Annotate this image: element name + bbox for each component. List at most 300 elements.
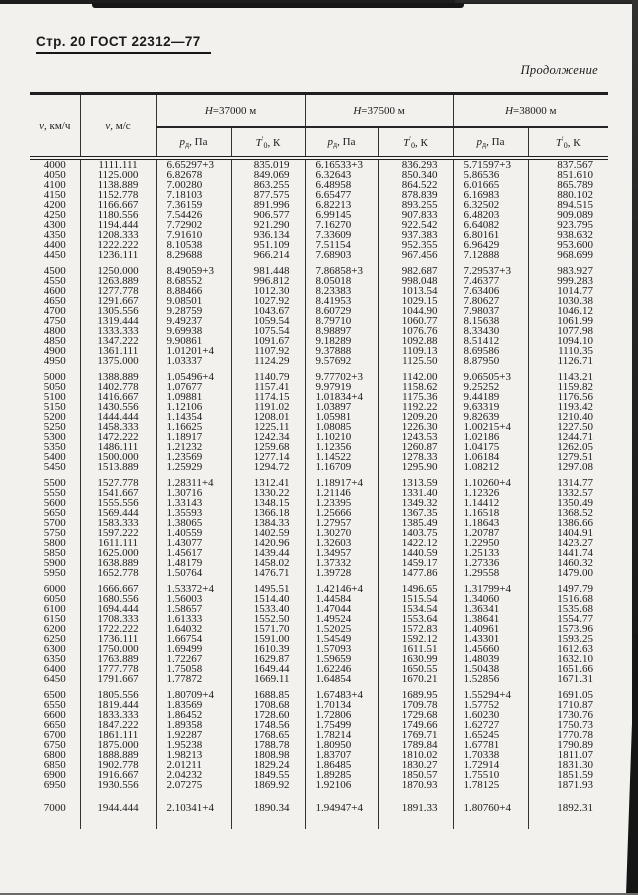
table-cell: 1.70338 <box>453 750 528 760</box>
table-cell: 1.39728 <box>305 568 378 578</box>
table-cell: 1.33143 <box>156 498 231 508</box>
table-cell: 1515.54 <box>378 594 453 604</box>
table-cell: 1477.86 <box>378 568 453 578</box>
table-cell: 1.92287 <box>156 730 231 740</box>
table-cell: 967.456 <box>378 250 453 260</box>
table-cell: 1.67781 <box>453 740 528 750</box>
table-cell: 5100 <box>30 392 80 402</box>
table-cell: 1.55294+4 <box>453 690 528 700</box>
table-cell: 1030.38 <box>528 296 608 306</box>
table-cell: 1750.000 <box>80 644 156 654</box>
table-cell: 1553.64 <box>378 614 453 624</box>
scan-edge-top-right <box>455 0 638 3</box>
table-cell: 1.14354 <box>156 412 231 422</box>
table-cell: 996.812 <box>231 276 305 286</box>
table-cell: 1176.56 <box>528 392 608 402</box>
table-cell: 1.37332 <box>305 558 378 568</box>
table-cell: 1777.778 <box>80 664 156 674</box>
table-cell: 1194.444 <box>80 220 156 230</box>
table-cell: 1.01201+4 <box>156 346 231 356</box>
table-cell: 1534.54 <box>378 604 453 614</box>
table-cell: 1916.667 <box>80 770 156 780</box>
table-cell: 4250 <box>30 210 80 220</box>
table-cell: 1849.55 <box>231 770 305 780</box>
table-cell: 1629.87 <box>231 654 305 664</box>
table-cell: 6450 <box>30 674 80 684</box>
table-cell: 1.09881 <box>156 392 231 402</box>
col-header-speed-ms <box>80 94 156 159</box>
table-cell: 1554.77 <box>528 614 608 624</box>
table-cell: 8.87950 <box>453 356 528 366</box>
table-cell: 1440.59 <box>378 548 453 558</box>
table-cell: 1638.889 <box>80 558 156 568</box>
data-table <box>30 92 608 829</box>
table-cell: 7.63406 <box>453 286 528 296</box>
table-cell: 1888.889 <box>80 750 156 760</box>
table-cell: 7.98037 <box>453 306 528 316</box>
table-cell: 1175.36 <box>378 392 453 402</box>
table-cell: 1649.44 <box>231 664 305 674</box>
table-cell: 1044.90 <box>378 306 453 316</box>
table-cell: 1.25133 <box>453 548 528 558</box>
table-cell: 1441.74 <box>528 548 608 558</box>
table-cell: 1.30270 <box>305 528 378 538</box>
table-cell: 1059.54 <box>231 316 305 326</box>
table-cell: 1043.67 <box>231 306 305 316</box>
table-cell: 894.515 <box>528 200 608 210</box>
table-cell: 1014.77 <box>528 286 608 296</box>
pressure-unit: , Па <box>486 135 505 148</box>
altitude-value: =37000 м <box>212 104 257 117</box>
table-cell: 4800 <box>30 326 80 336</box>
table-cell: 6150 <box>30 614 80 624</box>
col-header-temperature-37500 <box>378 127 453 158</box>
table-cell: 907.833 <box>378 210 453 220</box>
table-cell: 1729.68 <box>378 710 453 720</box>
table-cell: 1430.556 <box>80 402 156 412</box>
table-cell: 1.50764 <box>156 568 231 578</box>
table-cell: 864.522 <box>378 180 453 190</box>
col-header-pressure-37000 <box>156 127 231 158</box>
table-cell: 1.52025 <box>305 624 378 634</box>
table-cell: 8.41953 <box>305 296 378 306</box>
table-cell: 1891.33 <box>378 803 453 813</box>
table-cell: 1.80950 <box>305 740 378 750</box>
table-cell: 1.12326 <box>453 488 528 498</box>
table-cell: 1.10210 <box>305 432 378 442</box>
speed-symbol: v <box>39 119 44 132</box>
table-cell: 1158.62 <box>378 382 453 392</box>
table-cell: 1.23569 <box>156 452 231 462</box>
table-cell: 1.25929 <box>156 462 231 472</box>
table-cell: 6.82678 <box>156 170 231 180</box>
table-header <box>30 94 608 159</box>
table-cell: 1861.111 <box>80 730 156 740</box>
table-cell: 1348.15 <box>231 498 305 508</box>
table-cell: 1.52856 <box>453 674 528 684</box>
table-cell: 1.48039 <box>453 654 528 664</box>
table-cell: 1709.78 <box>378 700 453 710</box>
table-cell: 921.290 <box>231 220 305 230</box>
table-cell: 4650 <box>30 296 80 306</box>
temperature-subscript: 0 <box>563 140 568 150</box>
table-cell: 1174.15 <box>231 392 305 402</box>
table-cell: 1805.556 <box>80 690 156 700</box>
table-cell: 1.94947+4 <box>305 803 378 813</box>
table-cell: 1572.83 <box>378 624 453 634</box>
table-cell: 1.25666 <box>305 508 378 518</box>
table-row <box>30 356 608 366</box>
table-cell: 7.68903 <box>305 250 378 260</box>
table-cell: 1.53372+4 <box>156 584 231 594</box>
table-cell: 1294.72 <box>231 462 305 472</box>
table-cell: 1403.75 <box>378 528 453 538</box>
table-cell: 1.61333 <box>156 614 231 624</box>
table-cell: 1847.222 <box>80 720 156 730</box>
table-cell: 1.16625 <box>156 422 231 432</box>
table-cell: 1046.12 <box>528 306 608 316</box>
table-cell: 1.67483+4 <box>305 690 378 700</box>
table-cell: 1375.000 <box>80 356 156 366</box>
table-cell: 1513.889 <box>80 462 156 472</box>
table-cell: 4450 <box>30 250 80 260</box>
table-cell: 6.65477 <box>305 190 378 200</box>
table-cell: 6350 <box>30 654 80 664</box>
table-cell: 1012.30 <box>231 286 305 296</box>
table-cell: 1552.50 <box>231 614 305 624</box>
table-cell: 4950 <box>30 356 80 366</box>
table-cell: 937.383 <box>378 230 453 240</box>
table-cell: 1.47044 <box>305 604 378 614</box>
table-cell: 1730.76 <box>528 710 608 720</box>
table-cell: 6.32643 <box>305 170 378 180</box>
table-cell: 1829.24 <box>231 760 305 770</box>
table-cell: 4200 <box>30 200 80 210</box>
table-cell: 1630.99 <box>378 654 453 664</box>
table-cell: 6.99145 <box>305 210 378 220</box>
table-cell: 6.48203 <box>453 210 528 220</box>
table-cell: 1236.111 <box>80 250 156 260</box>
table-cell: 8.23383 <box>305 286 378 296</box>
speed-symbol: v <box>105 119 111 132</box>
table-cell: 1349.32 <box>378 498 453 508</box>
table-cell: 1.20787 <box>453 528 528 538</box>
table-cell: 6100 <box>30 604 80 614</box>
table-cell: 1.18643 <box>453 518 528 528</box>
pressure-subscript: д <box>482 139 487 149</box>
table-cell: 1650.55 <box>378 664 453 674</box>
table-row <box>30 803 608 813</box>
table-cell: 2.01211 <box>156 760 231 770</box>
table-cell: 4500 <box>30 266 80 276</box>
table-cell: 4550 <box>30 276 80 286</box>
table-cell: 1728.60 <box>231 710 305 720</box>
col-header-speed-kmh <box>30 94 80 159</box>
table-cell: 849.069 <box>231 170 305 180</box>
table-cell: 1.92106 <box>305 780 378 790</box>
table-cell: 1061.99 <box>528 316 608 326</box>
table-cell: 1722.222 <box>80 624 156 634</box>
table-cell: 6.48958 <box>305 180 378 190</box>
table-cell: 7.00280 <box>156 180 231 190</box>
table-cell: 983.927 <box>528 266 608 276</box>
table-cell: 8.88466 <box>156 286 231 296</box>
table-cell: 1386.66 <box>528 518 608 528</box>
table-cell: 6.82213 <box>305 200 378 210</box>
table-cell: 1.10260+4 <box>453 478 528 488</box>
table-cell: 1142.00 <box>378 372 453 382</box>
table-cell: 1260.87 <box>378 442 453 452</box>
table-cell: 9.57692 <box>305 356 378 366</box>
table-cell: 1571.70 <box>231 624 305 634</box>
table-cell: 1305.556 <box>80 306 156 316</box>
table-cell: 5650 <box>30 508 80 518</box>
table-cell: 8.49059+3 <box>156 266 231 276</box>
table-cell: 1.16709 <box>305 462 378 472</box>
table-cell: 4900 <box>30 346 80 356</box>
table-cell: 9.25252 <box>453 382 528 392</box>
table-cell: 1.62727 <box>453 720 528 730</box>
table-cell: 1625.000 <box>80 548 156 558</box>
table-cell: 1159.82 <box>528 382 608 392</box>
table-cell: 1736.111 <box>80 634 156 644</box>
table-cell: 5150 <box>30 402 80 412</box>
table-cell: 1.60230 <box>453 710 528 720</box>
table-cell: 7.16270 <box>305 220 378 230</box>
table-cell: 1.62246 <box>305 664 378 674</box>
table-cell: 1708.68 <box>231 700 305 710</box>
table-cell: 7.51154 <box>305 240 378 250</box>
table-cell: 1.12356 <box>305 442 378 452</box>
table-cell: 1076.76 <box>378 326 453 336</box>
table-cell: 1486.111 <box>80 442 156 452</box>
table-cell: 4300 <box>30 220 80 230</box>
table-cell: 1124.29 <box>231 356 305 366</box>
temperature-unit: , К <box>415 136 428 149</box>
table-cell: 9.37888 <box>305 346 378 356</box>
pressure-symbol: p <box>179 135 186 148</box>
table-cell: 1476.71 <box>231 568 305 578</box>
table-cell: 1930.556 <box>80 780 156 790</box>
table-cell: 9.18289 <box>305 336 378 346</box>
pressure-subscript: д <box>333 139 338 149</box>
tail-cell <box>453 813 528 829</box>
table-cell: 953.600 <box>528 240 608 250</box>
table-cell: 1.43301 <box>453 634 528 644</box>
table-row <box>30 250 608 260</box>
table-cell: 1.40961 <box>453 624 528 634</box>
table-cell: 1313.59 <box>378 478 453 488</box>
table-cell: 6.32502 <box>453 200 528 210</box>
table-cell: 1791.667 <box>80 674 156 684</box>
table-cell: 1708.333 <box>80 614 156 624</box>
tail-cell <box>30 813 80 829</box>
table-cell: 1029.15 <box>378 296 453 306</box>
table-cell: 951.109 <box>231 240 305 250</box>
table-cell: 1569.444 <box>80 508 156 518</box>
table-cell: 8.69586 <box>453 346 528 356</box>
table-cell: 1496.65 <box>378 584 453 594</box>
table-cell: 1350.49 <box>528 498 608 508</box>
table-cell: 1.86485 <box>305 760 378 770</box>
table-cell: 1.72806 <box>305 710 378 720</box>
table-cell: 1651.66 <box>528 664 608 674</box>
pressure-unit: , Па <box>189 135 208 148</box>
table-cell: 1.78214 <box>305 730 378 740</box>
group-header-h38000 <box>453 94 608 128</box>
table-cell: 5500 <box>30 478 80 488</box>
table-cell: 837.567 <box>528 158 608 170</box>
table-cell: 1388.889 <box>80 372 156 382</box>
temperature-unit: , К <box>567 136 581 149</box>
table-cell: 1094.10 <box>528 336 608 346</box>
table-cell: 5850 <box>30 548 80 558</box>
table-cell: 9.90861 <box>156 336 231 346</box>
table-cell: 1192.22 <box>378 402 453 412</box>
table-cell: 851.610 <box>528 170 608 180</box>
tail-cell <box>80 813 156 829</box>
table-cell: 1833.333 <box>80 710 156 720</box>
table-cell: 6400 <box>30 664 80 674</box>
table-cell: 880.102 <box>528 190 608 200</box>
table-cell: 1.59659 <box>305 654 378 664</box>
table-cell: 1875.000 <box>80 740 156 750</box>
tail-cell <box>305 813 378 829</box>
table-row <box>30 780 608 790</box>
table-cell: 1209.20 <box>378 412 453 422</box>
table-cell: 6900 <box>30 770 80 780</box>
table-cell: 9.28759 <box>156 306 231 316</box>
table-cell: 5750 <box>30 528 80 538</box>
table-cell: 1.75058 <box>156 664 231 674</box>
table-cell: 1222.222 <box>80 240 156 250</box>
table-cell: 1.58657 <box>156 604 231 614</box>
table-cell: 5600 <box>30 498 80 508</box>
table-cell: 1.08212 <box>453 462 528 472</box>
table-cell: 4050 <box>30 170 80 180</box>
table-cell: 1810.02 <box>378 750 453 760</box>
table-cell: 4700 <box>30 306 80 316</box>
table-cell: 1125.000 <box>80 170 156 180</box>
table-cell: 6550 <box>30 700 80 710</box>
table-cell: 936.134 <box>231 230 305 240</box>
table-cell: 1.57093 <box>305 644 378 654</box>
table-cell: 966.214 <box>231 250 305 260</box>
table-cell: 8.98897 <box>305 326 378 336</box>
table-cell: 7.86858+3 <box>305 266 378 276</box>
table-cell: 1.45617 <box>156 548 231 558</box>
table-cell: 1890.34 <box>231 803 305 813</box>
table-cell: 1210.40 <box>528 412 608 422</box>
tail-cell <box>528 813 608 829</box>
table-cell: 6300 <box>30 644 80 654</box>
table-cell: 1263.889 <box>80 276 156 286</box>
table-cell: 6500 <box>30 690 80 700</box>
table-cell: 1262.05 <box>528 442 608 452</box>
table-cell: 836.293 <box>378 158 453 170</box>
table-cell: 865.789 <box>528 180 608 190</box>
table-cell: 878.839 <box>378 190 453 200</box>
temperature-prime: ′ <box>261 134 264 144</box>
table-cell: 1138.889 <box>80 180 156 190</box>
table-cell: 1.34060 <box>453 594 528 604</box>
table-cell: 4350 <box>30 230 80 240</box>
table-cell: 1.83569 <box>156 700 231 710</box>
table-cell: 8.15638 <box>453 316 528 326</box>
tail-cell <box>231 813 305 829</box>
table-cell: 8.33430 <box>453 326 528 336</box>
table-cell: 1422.12 <box>378 538 453 548</box>
table-cell: 1.36341 <box>453 604 528 614</box>
table-cell: 1439.44 <box>231 548 305 558</box>
table-cell: 1444.444 <box>80 412 156 422</box>
table-cell: 1.38065 <box>156 518 231 528</box>
altitude-symbol: H <box>505 104 514 117</box>
table-cell: 1013.54 <box>378 286 453 296</box>
table-cell: 7.54426 <box>156 210 231 220</box>
table-cell: 1831.30 <box>528 760 608 770</box>
table-cell: 1.05496+4 <box>156 372 231 382</box>
temperature-symbol: T <box>403 136 410 149</box>
table-cell: 8.79710 <box>305 316 378 326</box>
table-cell: 1694.444 <box>80 604 156 614</box>
table-cell: 1227.50 <box>528 422 608 432</box>
table-cell: 1.80709+4 <box>156 690 231 700</box>
table-cell: 999.283 <box>528 276 608 286</box>
table-cell: 1497.79 <box>528 584 608 594</box>
table-cell: 1944.444 <box>80 803 156 813</box>
table-cell: 1.27336 <box>453 558 528 568</box>
pressure-unit: , Па <box>337 135 356 148</box>
table-cell: 7.72902 <box>156 220 231 230</box>
table-cell: 9.82639 <box>453 412 528 422</box>
pressure-symbol: p <box>476 135 483 148</box>
table-cell: 1208.01 <box>231 412 305 422</box>
table-cell: 2.10341+4 <box>156 803 231 813</box>
table-cell: 1166.667 <box>80 200 156 210</box>
temperature-unit: , К <box>267 136 281 149</box>
table-cell: 1193.42 <box>528 402 608 412</box>
table-cell: 1091.67 <box>231 336 305 346</box>
table-cell: 1278.33 <box>378 452 453 462</box>
table-cell: 1.65245 <box>453 730 528 740</box>
table-cell: 9.08501 <box>156 296 231 306</box>
table-cell: 1402.778 <box>80 382 156 392</box>
table-cell: 1225.11 <box>231 422 305 432</box>
table-cell: 1768.65 <box>231 730 305 740</box>
table-cell: 6600 <box>30 710 80 720</box>
table-cell: 1.21232 <box>156 442 231 452</box>
table-cell: 1.42146+4 <box>305 584 378 594</box>
speed-unit: , м/с <box>110 119 131 132</box>
table-cell: 1.06184 <box>453 452 528 462</box>
table-cell: 6250 <box>30 634 80 644</box>
table-cell: 1527.778 <box>80 478 156 488</box>
table-cell: 1.29558 <box>453 568 528 578</box>
table-cell: 1277.14 <box>231 452 305 462</box>
table-cell: 1.95238 <box>156 740 231 750</box>
table-cell: 1689.95 <box>378 690 453 700</box>
table-cell: 1583.333 <box>80 518 156 528</box>
group-header-h37000 <box>156 94 305 128</box>
table-cell: 1.08085 <box>305 422 378 432</box>
altitude-symbol: H <box>204 104 213 117</box>
table-cell: 6.64082 <box>453 220 528 230</box>
table-cell: 1830.27 <box>378 760 453 770</box>
table-cell: 1691.05 <box>528 690 608 700</box>
table-cell: 1.35593 <box>156 508 231 518</box>
table-cell: 6.16533+3 <box>305 158 378 170</box>
